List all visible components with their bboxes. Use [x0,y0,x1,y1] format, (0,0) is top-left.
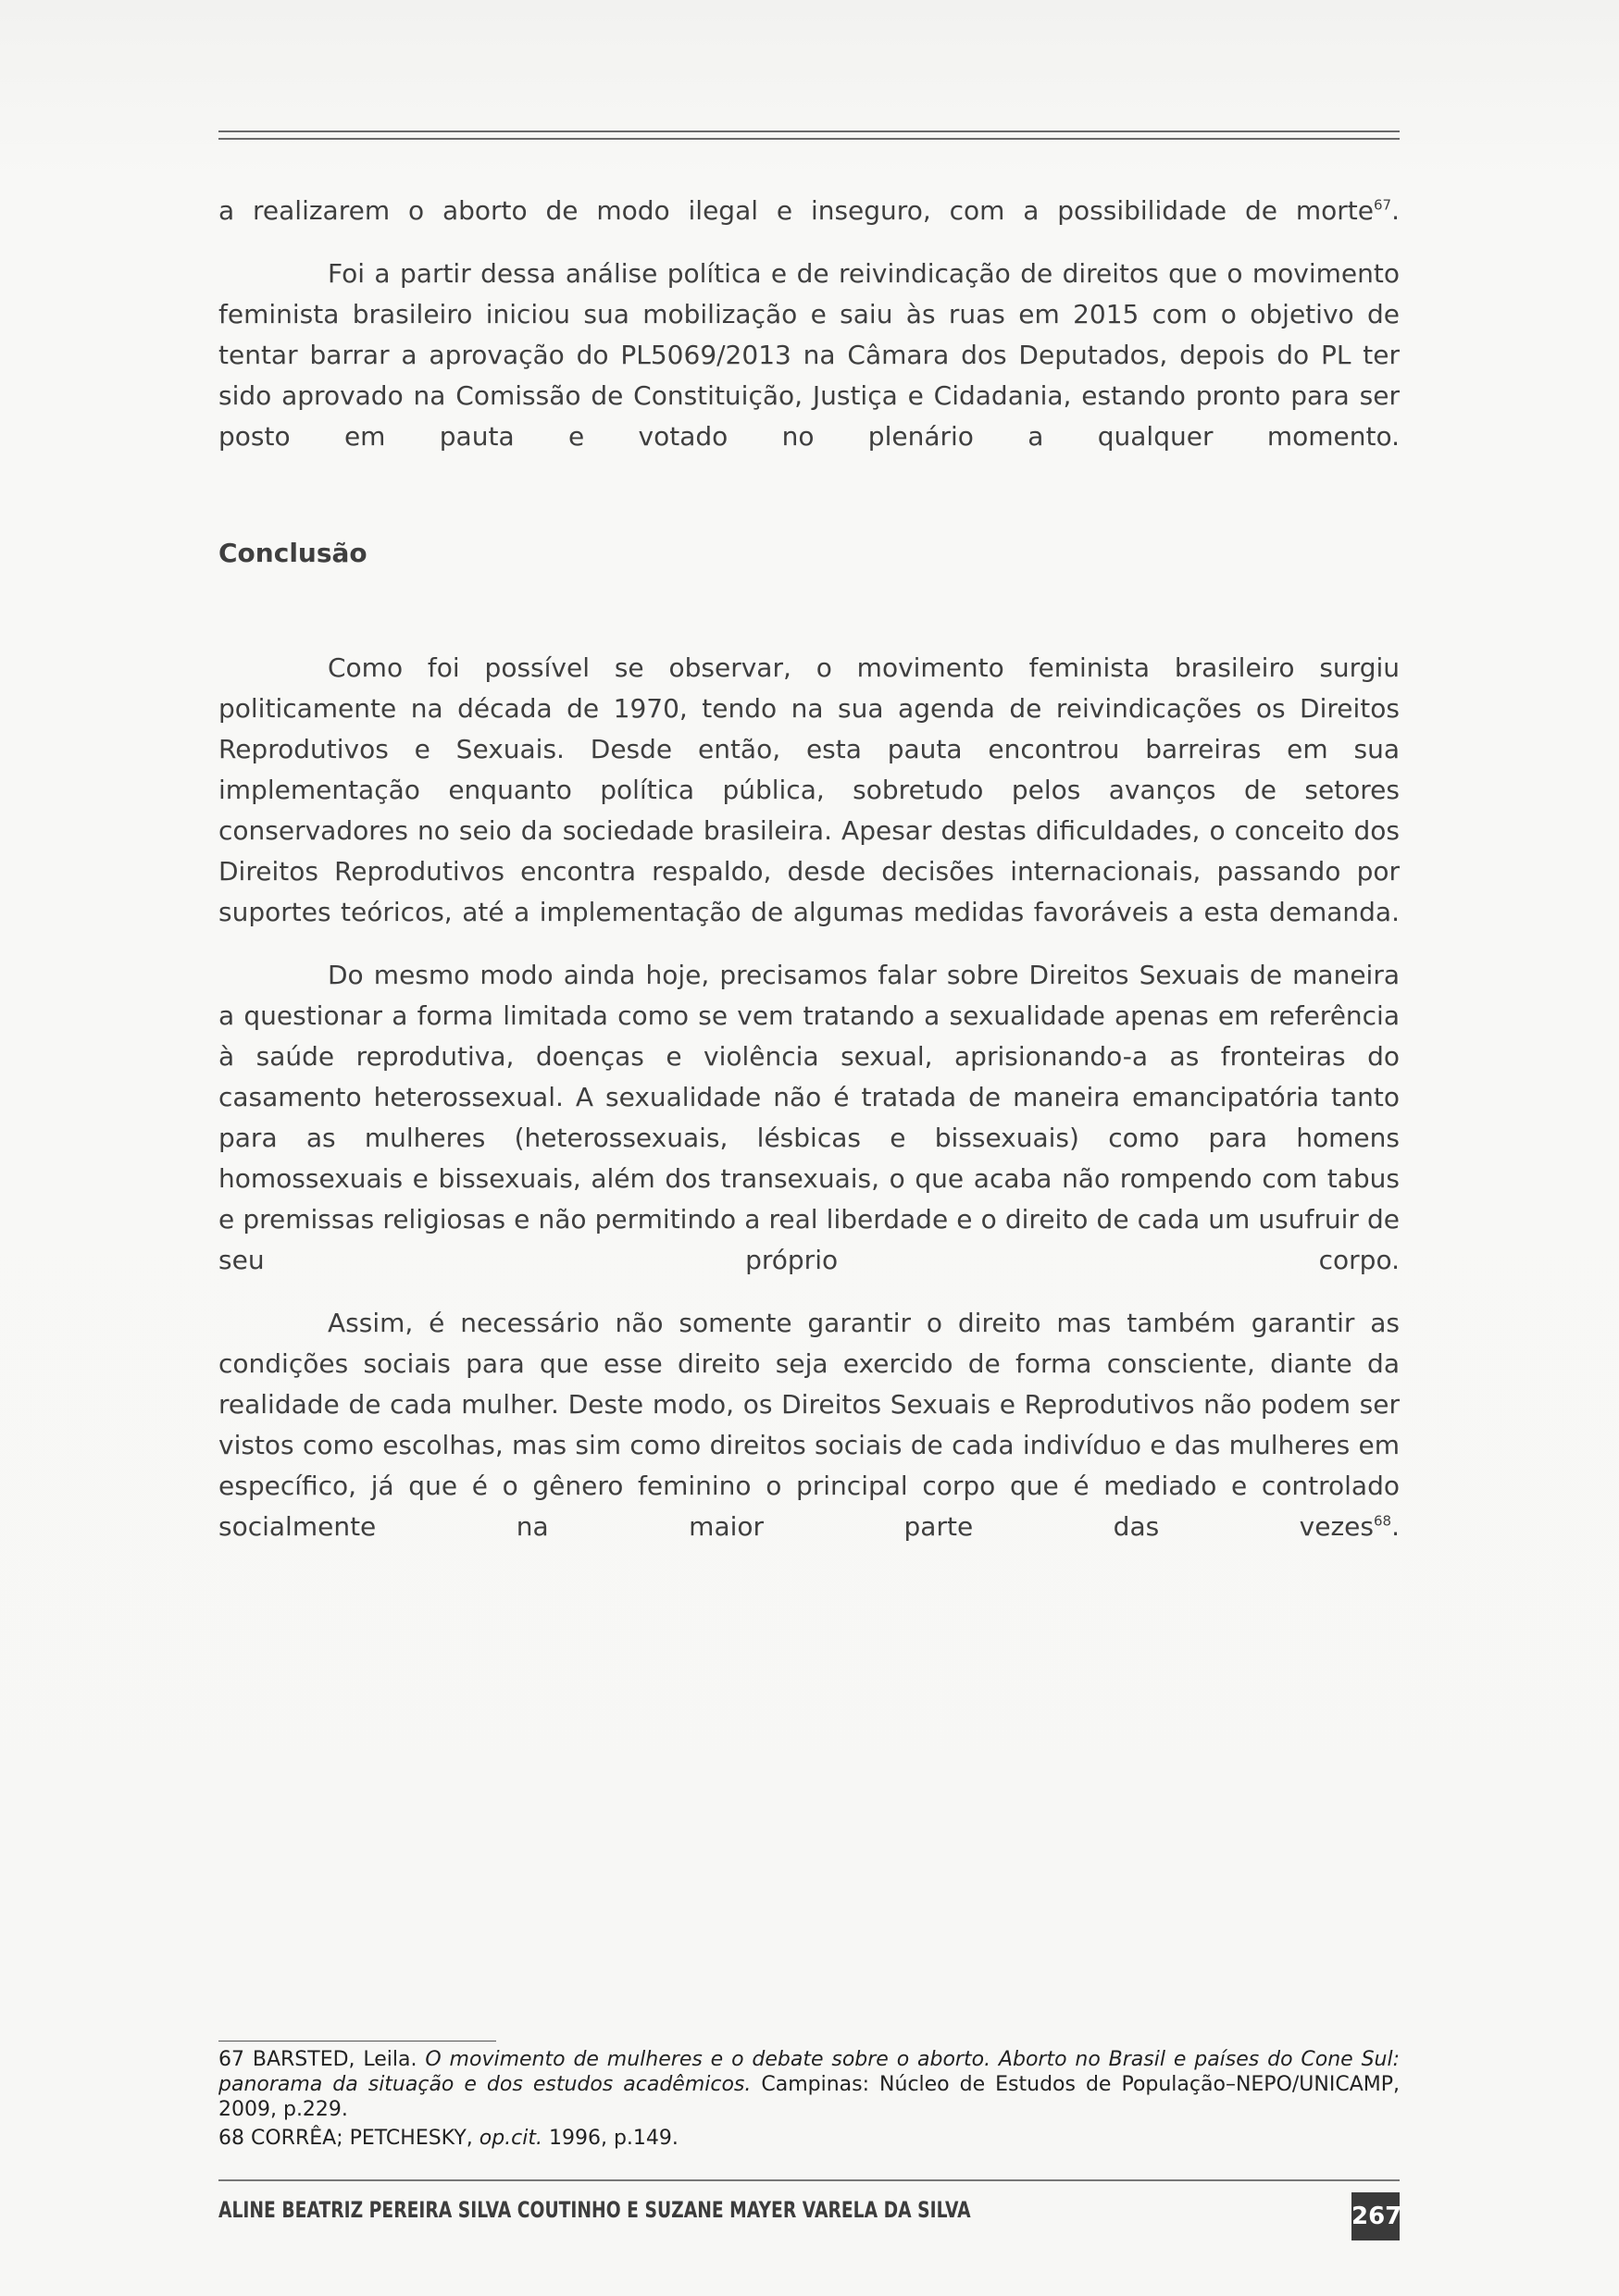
footnote-67-author: 67 BARSTED, Leila. [218,2048,426,2071]
footnote-ref-68[interactable]: 68 [1374,1512,1392,1530]
body-text [218,191,1400,1547]
footnote-68-publication: 1996, p.149. [542,2127,679,2150]
footnote-67-publication: Campinas: Núcleo de Estudos de População–NEPO/UNICAMP, 2009, p.229. [218,2073,1400,2121]
paragraph-conclusion-1: Como foi possível se observar, o movimento feminista brasileiro surgiu politicamente na década de 1970, tendo na sua agenda de reivindicações os Direitos Reprodutivos e Sexuais. Desde então, esta pauta encontrou barreiras em sua implementação enquanto política pública, sobretudo pelos avanços de setores conservadores no seio da sociedade brasileira. Apesar destas dificuldades, o conceito dos Direitos Reprodutivos encontra respaldo, desde decisões internacionais, passando por suportes teóricos, até a implementação de algumas medidas favoráveis a esta demanda. [218,652,1400,927]
header-rule [218,130,1400,140]
footnote-divider [218,2041,496,2042]
paragraph-text: a realizarem o aborto de modo ilegal e inseguro, com a possibilidade de morte [218,195,1374,226]
footnote-ref-67[interactable]: 67 [1374,196,1392,214]
footnote-68 [218,2126,1400,2151]
footer-rule [218,2179,1400,2181]
footer-authors: ALINE BEATRIZ PEREIRA SILVA COUTINHO E SUZANE MAYER VARELA DA SILVA [218,2197,971,2223]
paragraph-end: . [1391,195,1400,226]
footnote-67-title: O movimento de mulheres e o debate sobre o aborto. Aborto no Brasil e países do Cone Sul: panorama da situação e dos estudos acadêmicos. [218,2048,1401,2096]
footnote-67 [218,2047,1400,2122]
footnote-68-opcit: op.cit. [479,2127,542,2150]
paragraph-end: . [1391,1511,1400,1542]
paragraph-mobilization: Foi a partir dessa análise política e de reivindicação de direitos que o movimento feminista brasileiro iniciou sua mobilização e saiu às ruas em 2015 com o objetivo de tentar barrar a aprovação do PL5069/2013 na Câmara dos Deputados, depois do PL ter sido aprovado na Comissão de Constituição, Justiça e Cidadania, estando pronto para ser posto em pauta e votado no plenário a qualquer momento. [218,258,1400,452]
paragraph-continuation [218,191,1400,231]
footnotes [218,2047,1400,2154]
section-title: Conclusão [218,538,367,568]
footnote-68-author: 68 CORRÊA; PETCHESKY, [218,2127,479,2150]
paragraph-text: Assim, é necessário não somente garantir o direito mas também garantir as condições sociais para que esse direito seja exercido de forma consciente, diante da realidade de cada mulher. Deste modo, os Direitos Sexuais e Reprodutivos não podem ser vistos como escolhas, mas sim como direitos sociais de cada indivíduo e das mulheres em específico, já que é o gênero feminino o principal corpo que é mediado e controlado socialmente na maior parte das vezes [218,1308,1400,1542]
paragraph-conclusion-3 [218,1303,1400,1547]
page-number: 267 [1351,2192,1400,2240]
paragraph-conclusion-2: Do mesmo modo ainda hoje, precisamos falar sobre Direitos Sexuais de maneira a questionar a forma limitada como se vem tratando a sexualidade apenas em referência à saúde reprodutiva, doenças e violência sexual, aprisionando-a as fronteiras do casamento heterossexual. A sexualidade não é tratada de maneira emancipatória tanto para as mulheres (heterossexuais, lésbicas e bissexuais) como para homens homossexuais e bissexuais, além dos transexuais, o que acaba não rompendo com tabus e premissas religiosas e não permitindo a real liberdade e o direito de cada um usufruir de seu próprio corpo. [218,960,1400,1275]
